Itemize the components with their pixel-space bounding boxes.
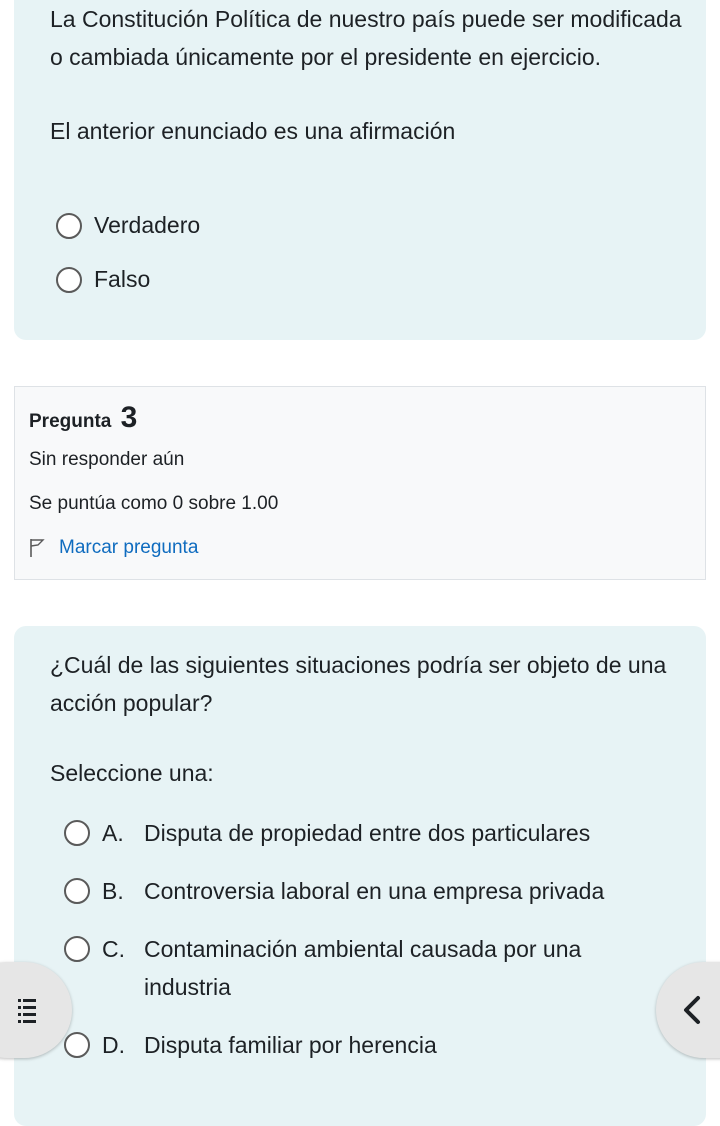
question-2-content <box>14 0 706 340</box>
question-heading <box>29 401 137 435</box>
radio-button[interactable] <box>64 936 90 962</box>
answer-text: Contaminación ambiental causada por una industria <box>144 936 582 1000</box>
question-label: Pregunta <box>29 411 112 432</box>
answer-text: Controversia laboral en una empresa privada <box>144 878 605 904</box>
flag-question-link[interactable] <box>29 537 198 559</box>
flag-icon <box>29 538 45 558</box>
question-state: Sin responder aún <box>29 449 185 470</box>
question-number: 3 <box>120 401 138 434</box>
question-3-info <box>14 386 706 580</box>
question-3-content <box>14 626 706 1126</box>
answer-letter: A. <box>102 820 124 846</box>
answer-option-a[interactable] <box>64 814 694 852</box>
option-label: Falso <box>94 266 151 292</box>
option-verdadero[interactable] <box>56 212 200 239</box>
question-2-prompt: El anterior enunciado es una afirmación <box>50 118 456 144</box>
answer-letter: C. <box>102 936 125 962</box>
answer-letter: B. <box>102 878 124 904</box>
radio-button[interactable] <box>64 878 90 904</box>
answer-letter: D. <box>102 1032 125 1058</box>
flag-question-label: Marcar pregunta <box>59 537 199 558</box>
chevron-left-icon <box>682 995 702 1025</box>
answer-option-d[interactable] <box>64 1026 694 1064</box>
question-3-text: ¿Cuál de las siguientes situaciones podría ser objeto de una acción popular? <box>50 652 667 716</box>
radio-button[interactable] <box>64 820 90 846</box>
answer-option-b[interactable] <box>64 872 694 910</box>
radio-button[interactable] <box>64 1032 90 1058</box>
answer-text: Disputa familiar por herencia <box>144 1032 437 1058</box>
option-falso[interactable] <box>56 266 150 293</box>
option-label: Verdadero <box>94 212 201 238</box>
radio-button[interactable] <box>56 267 82 293</box>
question-2-text: La Constitución Política de nuestro país puede ser modificada o cambiada únicamente por el presidente en ejercicio. <box>50 6 682 70</box>
list-icon <box>18 998 36 1024</box>
select-prompt: Seleccione una: <box>50 760 214 786</box>
answer-option-c[interactable] <box>64 930 604 1006</box>
radio-button[interactable] <box>56 213 82 239</box>
question-grade: Se puntúa como 0 sobre 1.00 <box>29 493 279 514</box>
answer-text: Disputa de propiedad entre dos particulares <box>144 820 591 846</box>
